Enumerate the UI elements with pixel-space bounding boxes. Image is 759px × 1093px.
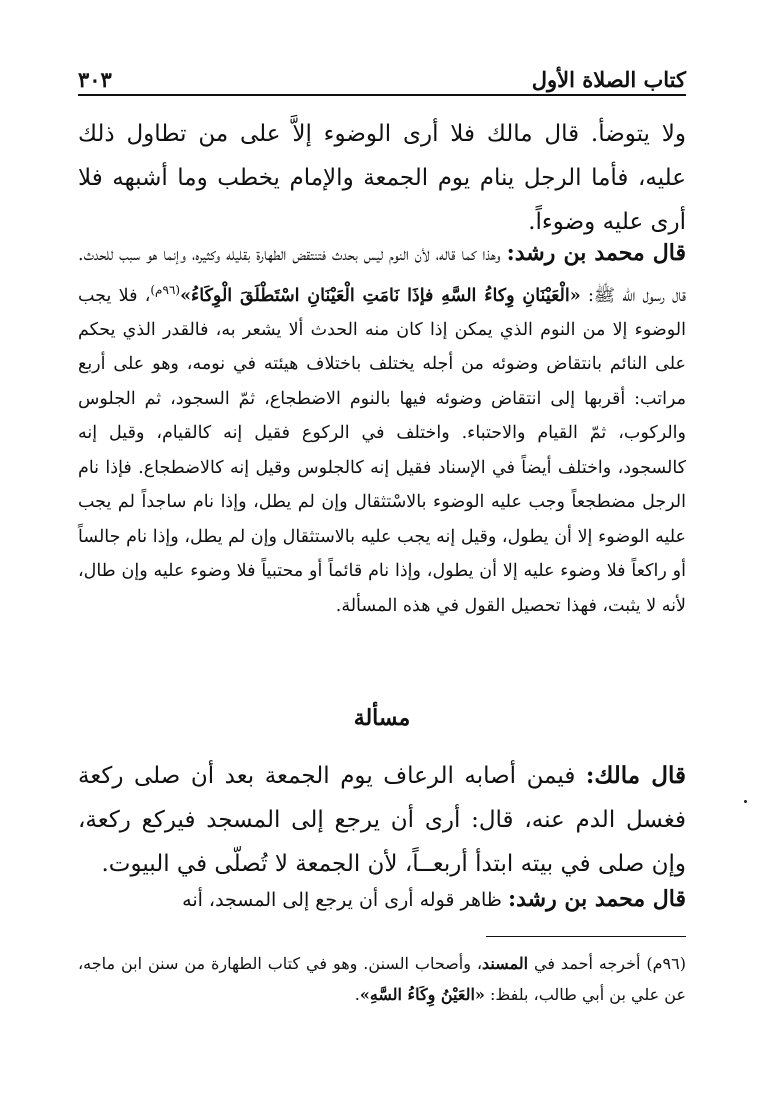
paragraph-text: ، فلا يجب الوضوء إلا من النوم الذي يمكن إذا كان منه الحدث ألا يشعر به، فالقدر الذي يحكم على النائم بانتقاض وضوئه من أجله يختلف باختلاف هيئته في نومه، وهو على أربع مراتب: أقربها إلى انتقاض وضوئه فيها بالنوم الاضطجاع، ثمّ السجود، ثم الجلوس والركوب، ثمّ القيام والاحتباء. واختلف في الركوع فقيل إنه كالقيام، وقيل إنه كالسجود، واختلف أيضاً في الإسناد فقيل إنه كالجلوس وقيل إنه كالاضطجاع. فإذا نام الرجل مضطجعاً وجب عليه الوضوء بالاسْتثقال وإن لم يطل، وإذا نام ساجداً لم يجب عليه الوضوء إلا أن يطول، وقيل إنه يجب عليه بالاستثقال وإن لم يطل، وإذا نام جالساً أو راكعاً فلا وضوء عليه إلا أن يطول، وإذا نام قائماً أو محتبياً فلا وضوء عليه وإن طال، لأنه لا يثبت، فهذا تحصيل القول في هذه المسألة. xyxy=(78,285,686,616)
speaker-label: قال محمد بن رشد: xyxy=(507,886,686,912)
speaker-label: قال مالك: xyxy=(585,762,687,789)
paragraph-text: فيمن أصابه الرعاف يوم الجمعة بعد أن صلى ركعة فغسل الدم عنه، قال: أرى أن يرجع إلى المسجد فيركع ركعة، وإن صلى في بيته ابتدأ أربعــاً، لأن الجمعة لا تُصلّى في البيوت. xyxy=(78,763,686,877)
paragraph-text: وهذا كما قاله، لأن النوم ليس بحدث فتنتقض الطهارة بقليله وكثيره، وإنما هو سبب للحدث. قال رسول الله ﷺ: xyxy=(78,245,687,306)
footnote xyxy=(78,948,686,1010)
header-rule xyxy=(78,94,686,96)
footnote-text: أخرجه أحمد في xyxy=(534,954,641,973)
footnote-marker: (٩٦م) xyxy=(646,954,686,973)
footnote-source: المسند xyxy=(482,954,529,973)
stray-mark xyxy=(744,800,747,803)
paragraph-ibn-rushd-start xyxy=(78,882,686,918)
footnote-end: . xyxy=(354,985,360,1004)
footnote-text: ، وأصحاب السنن. وهو في كتاب الطهارة من سنن ابن ماجه، عن علي بن أبي طالب، بلفظ: xyxy=(78,954,686,1004)
page-number: ٣٠٣ xyxy=(78,67,112,92)
section-heading: مسألة xyxy=(353,705,411,731)
hadith-quote: «الْعَيْنَانِ وِكاءُ السَّهِ فإذَا نَامَتِ الْعَيْنَانِ اسْتَطْلَقَ الْوِكَاءُ» xyxy=(180,285,581,306)
paragraph-malik-question xyxy=(78,754,686,886)
paragraph-ibn-rushd-commentary xyxy=(78,236,686,623)
speaker-label: قال محمد بن رشد: xyxy=(506,240,686,266)
paragraph-malik-continuation xyxy=(78,112,686,244)
running-header xyxy=(78,40,686,92)
footnote-reference[interactable]: (٩٦م) xyxy=(150,282,181,297)
paragraph-text: ظاهر قوله أرى أن يرجع إلى المسجد، أنه xyxy=(182,889,502,911)
book-title: كتاب الصلاة الأول xyxy=(531,67,686,92)
paragraph-text: ولا يتوضأ. قال مالك فلا أرى الوضوء إلاَّ على من تطاول ذلك عليه، فأما الرجل ينام يوم الجمعة والإمام يخطب وما أشبهه فلا أرى عليه وضوءاً. xyxy=(78,121,686,235)
footnote-separator xyxy=(486,936,686,937)
footnote-quote: «العَيْنُ وِكَاءُ السَّهِ» xyxy=(359,985,485,1004)
